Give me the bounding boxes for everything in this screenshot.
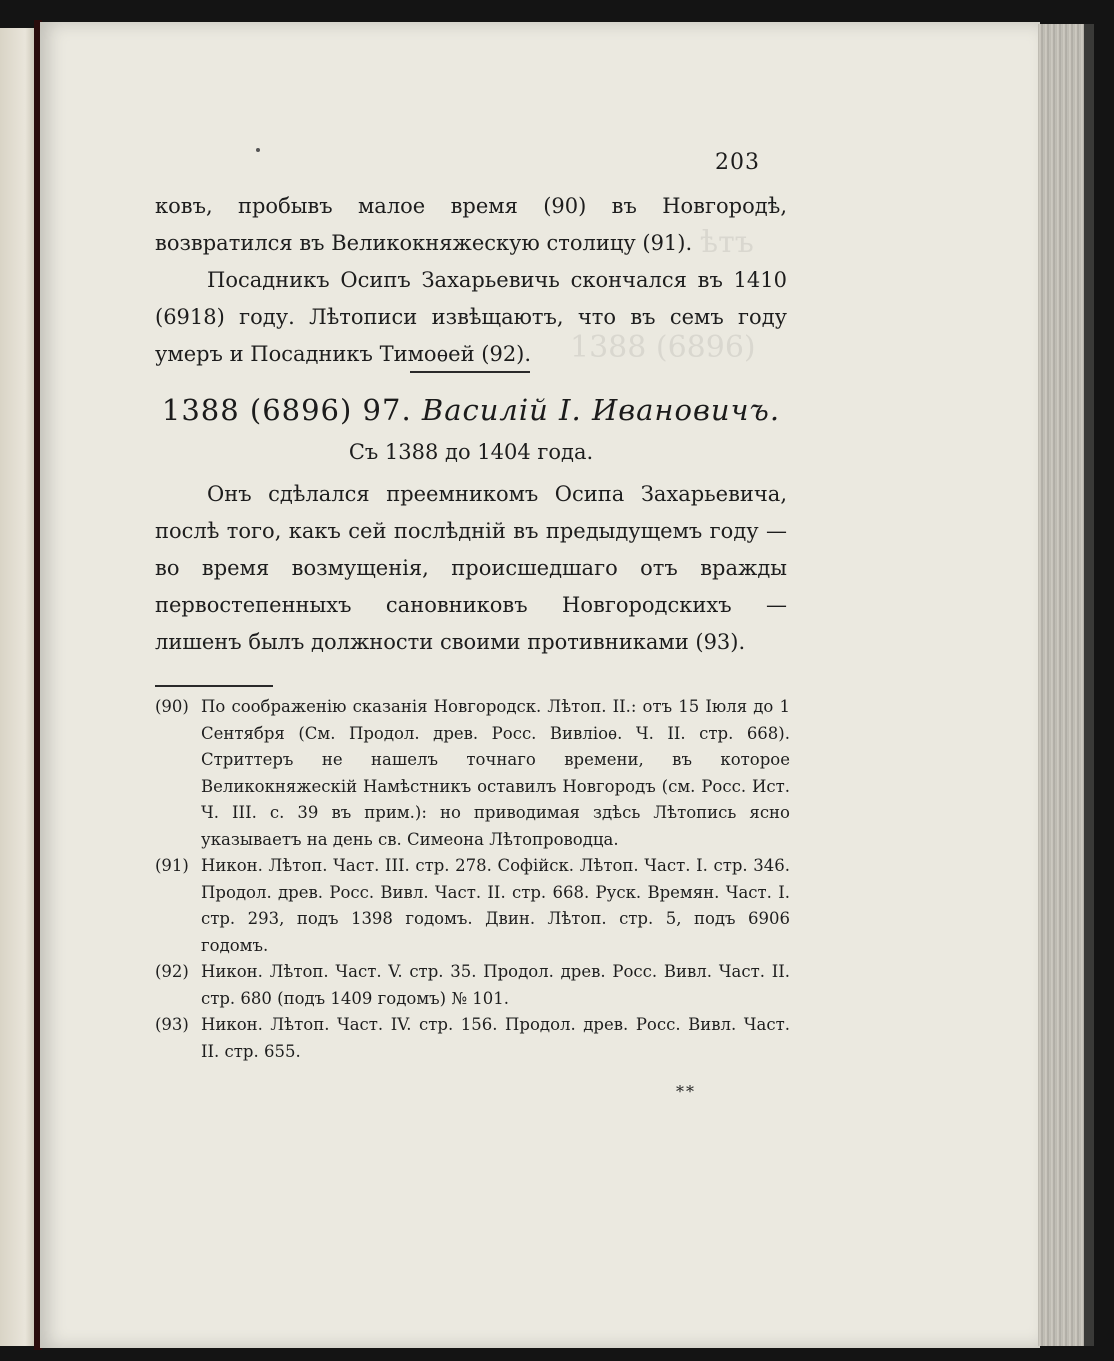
paragraph-vasily: Онъ сдѣлался преемникомъ Осипа Захарьевича, послѣ того, какъ сей послѣдній въ предыдущемъ году — во время возмущенія, происшедшаго отъ вражды первостепенныхъ сановниковъ Новгородскихъ — лишенъ былъ должности своими противниками (93). bbox=[155, 482, 787, 654]
paragraph-continuation: ковъ, пробывъ малое время (90) въ Новгородѣ, возвратился въ Великокняжескую столицу (91). bbox=[155, 194, 787, 255]
footnotes bbox=[155, 694, 790, 1065]
footnote-divider bbox=[155, 685, 273, 687]
heading-name: Василій I. Ивановичъ. bbox=[421, 393, 781, 427]
footnote bbox=[155, 694, 790, 853]
cover-edge bbox=[1084, 24, 1094, 1346]
section-subheading: Съ 1388 до 1404 года. bbox=[348, 440, 594, 464]
footnote bbox=[155, 1012, 790, 1065]
heading-years: 1388 (6896) 97. bbox=[161, 393, 412, 427]
section-heading bbox=[155, 390, 787, 430]
footnote-number: (90) bbox=[155, 697, 189, 716]
ornament-asterisks: ** bbox=[676, 1082, 696, 1101]
section-divider bbox=[410, 371, 530, 373]
footnote bbox=[155, 959, 790, 1012]
footnote-text: По соображенію сказанія Новгородск. Лѣтоп. II.: отъ 15 Іюля до 1 Сентября (См. Продол. древ. Росс. Вивліоѳ. Ч. II. стр. 668). Стриттеръ не нашелъ точнаго времени, въ которое Великокняжескій Намѣстникъ оставилъ Новгородъ (см. Росс. Ист. Ч. III. с. 39 въ прим.): но приводимая здѣсь Лѣтопись ясно указываетъ на день св. Симеона Лѣтопроводца. bbox=[201, 697, 790, 849]
ink-speck bbox=[256, 148, 260, 152]
footnote-text: Никон. Лѣтоп. Част. III. стр. 278. Софійск. Лѣтоп. Част. I. стр. 346. Продол. древ. Росс. Вивл. Част. II. стр. 668. Руск. Времян. Част. I. стр. 293, подъ 1398 годомъ. Двин. Лѣтоп. стр. 5, подъ 6906 годомъ. bbox=[201, 856, 790, 955]
page-number: 203 bbox=[715, 150, 760, 175]
footnote-number: (91) bbox=[155, 856, 189, 875]
footnote-number: (93) bbox=[155, 1015, 189, 1034]
footnote-text: Никон. Лѣтоп. Част. V. стр. 35. Продол. древ. Росс. Вивл. Част. II. стр. 680 (подъ 1409 годомъ) № 101. bbox=[201, 962, 790, 1008]
paragraph-posadnik: Посадникъ Осипъ Захарьевичь скончался въ 1410 (6918) году. Лѣтописи извѣщаютъ, что въ семъ году умеръ и Посадникъ Тимоѳей (92). bbox=[155, 268, 787, 366]
footnote-text: Никон. Лѣтоп. Част. IV. стр. 156. Продол. древ. Росс. Вивл. Част. II. стр. 655. bbox=[201, 1015, 790, 1061]
page-stack-edges bbox=[1038, 24, 1084, 1346]
footnote bbox=[155, 853, 790, 959]
footnote-number: (92) bbox=[155, 962, 189, 981]
